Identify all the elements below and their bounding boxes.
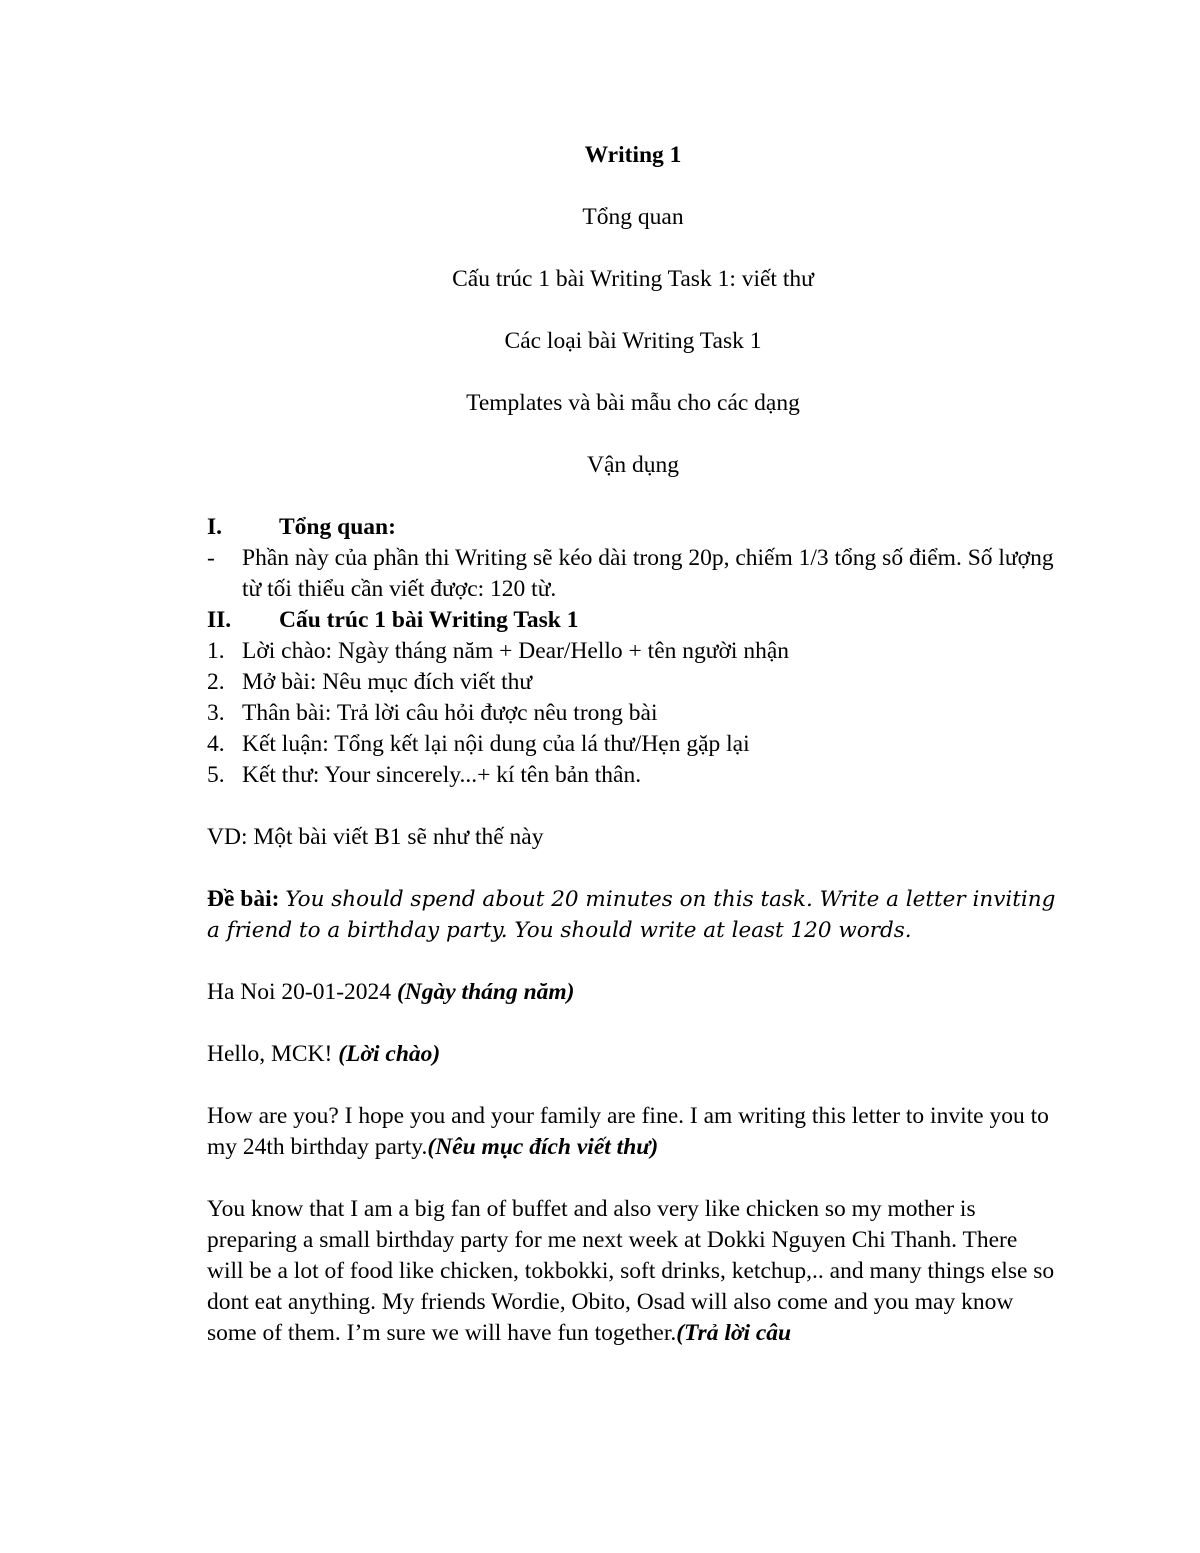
list-item-text: Kết luận: Tổng kết lại nội dung của lá thư/Hẹn gặp lại — [242, 731, 750, 757]
toc-item-practice: Vận dụng — [586, 452, 680, 478]
list-item-number: 2. — [207, 669, 225, 695]
list-item-number: 4. — [207, 731, 225, 757]
section-1-number: I. — [207, 514, 223, 540]
list-item — [207, 729, 1059, 760]
list-item — [207, 760, 1059, 791]
section-2-title: Cấu trúc 1 bài Writing Task 1 — [279, 607, 579, 633]
letter-opening-note: (Nêu mục đích viết thư) — [427, 1134, 659, 1160]
letter-body-paragraph — [207, 1194, 1059, 1349]
letter-date-note: (Ngày tháng năm) — [396, 979, 575, 1005]
section-1-title: Tổng quan: — [279, 514, 396, 540]
list-item-text: Lời chào: Ngày tháng năm + Dear/Hello + tên người nhận — [242, 638, 790, 664]
section-1-text: Phần này của phần thi Writing sẽ kéo dài trong 20p, chiếm 1/3 tổng số điểm. Số lượng từ tối thiểu cần viết được: 120 từ. — [242, 545, 1054, 602]
bullet-marker: - — [207, 545, 215, 571]
letter-date-line — [207, 977, 1059, 1008]
list-item-text: Kết thư: Your sincerely...+ kí tên bản thân. — [242, 762, 642, 788]
letter-opening: How are you? I hope you and your family are fine. I am writing this letter to invite you to my 24th birthday party. — [207, 1103, 1049, 1160]
letter-date: Ha Noi 20-01-2024 — [207, 979, 397, 1005]
letter-greeting-line — [207, 1039, 1059, 1070]
list-item-number: 3. — [207, 700, 225, 726]
section-2-heading — [207, 605, 1059, 636]
letter-greeting-note: (Lời chào) — [338, 1041, 441, 1067]
list-item-number: 5. — [207, 762, 225, 788]
document-body — [207, 140, 1059, 1380]
list-item-text: Mở bài: Nêu mục đích viết thư — [242, 669, 533, 695]
section-1-bullet — [207, 543, 1059, 605]
letter-greeting: Hello, MCK! — [207, 1041, 339, 1067]
letter-opening-paragraph — [207, 1101, 1059, 1163]
toc-item-overview: Tổng quan — [582, 204, 684, 230]
section-1-heading — [207, 512, 1059, 543]
section-2-number: II. — [207, 607, 232, 633]
example-intro: VD: Một bài viết B1 sẽ như thế này — [207, 824, 544, 850]
letter-body: You know that I am a big fan of buffet and also very like chicken so my mother is preparing a small birthday party for me next week at Dokki Nguyen Chi Thanh. There will be a lot of food like chicken, tokbokki, soft drinks, ketchup,.. and many things else so dont eat anything. My friends Wordie, Obito, Osad will also come and you may know some of them. I’m sure we will have fun together. — [207, 1196, 1055, 1346]
task-prompt-text: You should spend about 20 minutes on this task. Write a letter inviting a friend to a birthday party. You should write at least 120 words. — [207, 887, 1056, 943]
toc-item-types: Các loại bài Writing Task 1 — [504, 328, 762, 354]
list-item-text: Thân bài: Trả lời câu hỏi được nêu trong bài — [242, 700, 658, 726]
task-prompt-label: Đề bài: — [207, 886, 280, 912]
list-item-number: 1. — [207, 638, 225, 664]
list-item — [207, 636, 1059, 667]
letter-body-note: (Trả lời câu — [676, 1320, 792, 1346]
list-item — [207, 698, 1059, 729]
toc-item-structure: Cấu trúc 1 bài Writing Task 1: viết thư — [452, 266, 814, 292]
list-item — [207, 667, 1059, 698]
page-title: Writing 1 — [584, 142, 682, 168]
task-prompt — [207, 884, 1059, 946]
toc-item-templates: Templates và bài mẫu cho các dạng — [466, 390, 800, 416]
